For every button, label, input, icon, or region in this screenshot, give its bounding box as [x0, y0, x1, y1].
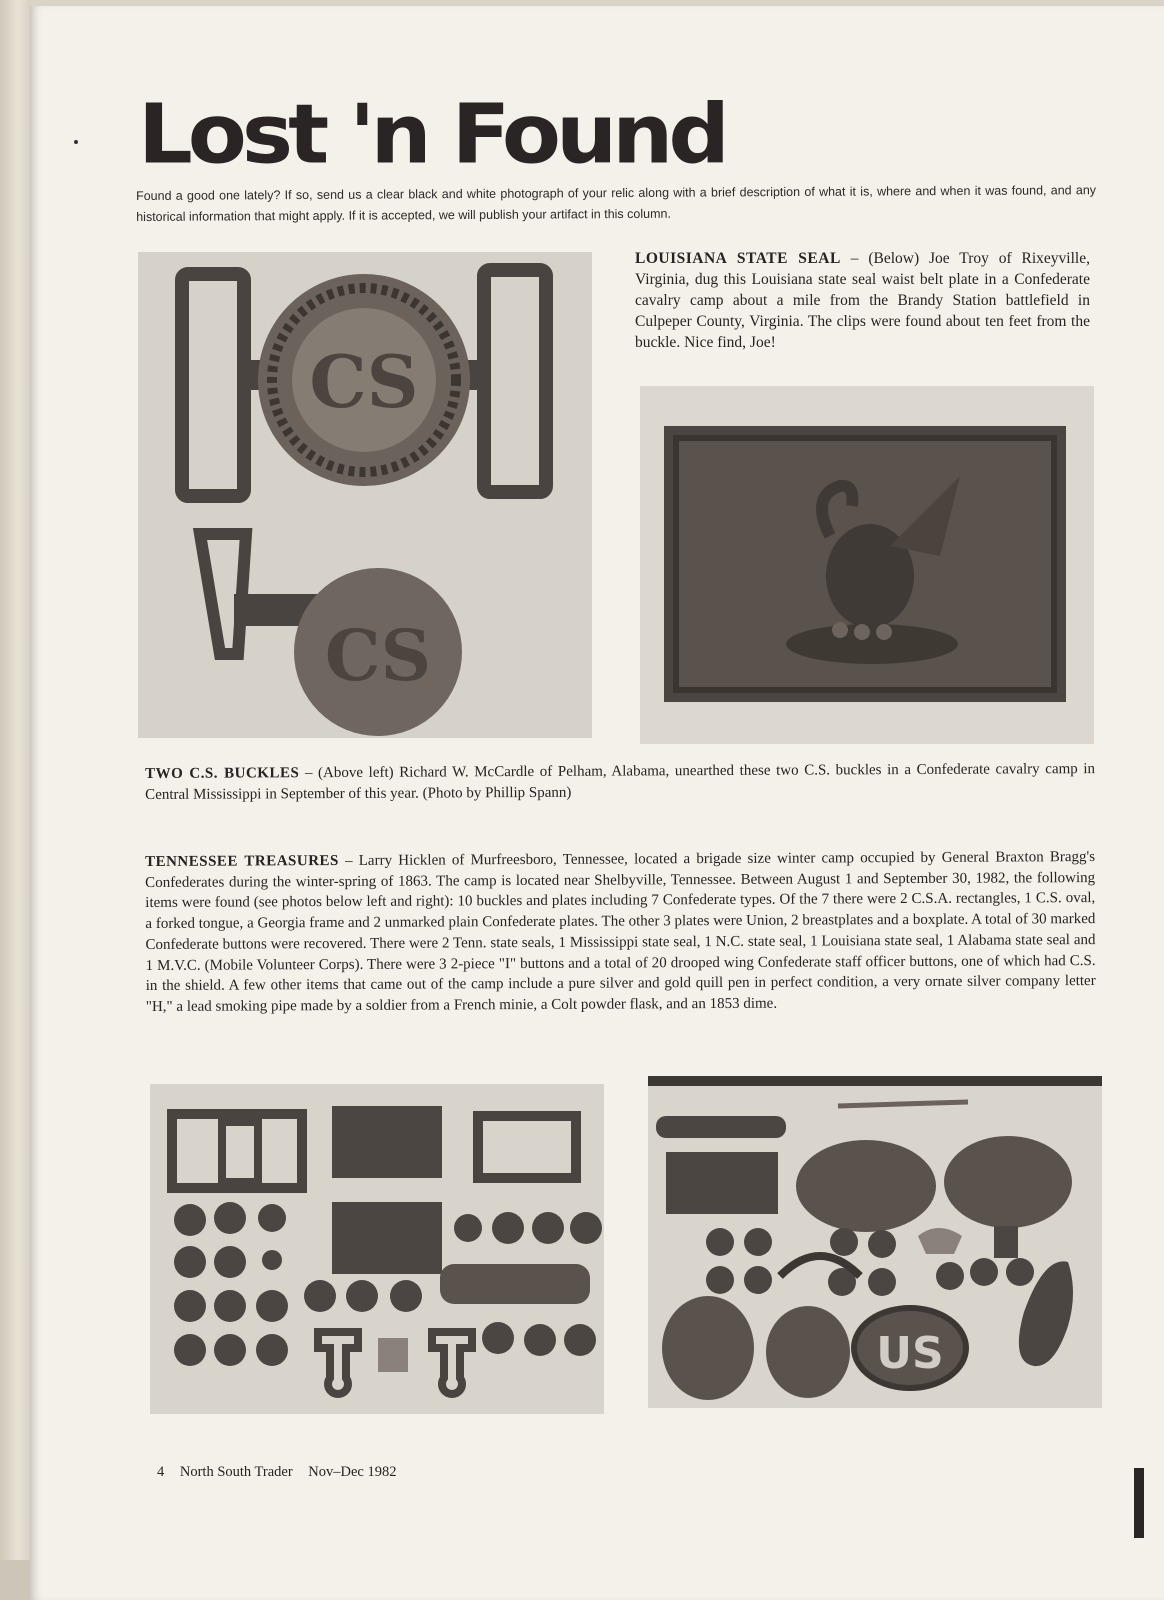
caption-heading: LOUISIANA STATE SEAL — [635, 250, 841, 267]
issue-date: Nov–Dec 1982 — [308, 1464, 397, 1480]
cs-monogram-top: CS — [309, 339, 419, 424]
caption-heading: TENNESSEE TREASURES — [145, 852, 339, 870]
intro-paragraph: Found a good one lately? If so, send us a clear black and white photograph of your relic along with a brief description of what it is, where and when it was found, and any historical information that might apply. If it is accepted, we will publish your artifact in this column. — [136, 183, 1097, 224]
ink-speck — [74, 140, 78, 144]
caption-two-cs-buckles — [145, 759, 1095, 806]
caption-body: – Larry Hicklen of Murfreesboro, Tennessee, located a brigade size winter camp occupied by General Braxton Bragg's Confederates during the winter-spring of 1863. The camp is located near Shelbyville, Tennessee. Between August 1 and September 30, 1982, the following items were found (see photos below left and right): 10 buckles and plates including 7 Confederate types. Of the 7 there were 2 C.S.A. rectangles, 1 C.S. oval, a forked tongue, a Georgia frame and 2 unmarked plain Confederate plates. The other 3 plates were Union, 2 breastplates and a boxplate. A total of 30 marked Confederate buttons were recovered. There were 2 Tenn. state seals, 1 Mississippi state seal, 1 N.C. state seal, 1 Louisiana state seal, 1 Alabama state seal and 1 M.V.C. (Mobile Volunteer Corps). There were 3 2-piece "I" buttons and a total of 20 drooped wing Confederate staff officer buttons, one of which had C.S. in the shield. A few other items that came out of the camp include a pure silver and gold quill pen in perfect condition, a very ornate silver company letter "H," a lead smoking pipe made by a soldier from a French minie, a Colt powder flask, and an 1853 dime. — [145, 849, 1096, 1015]
caption-heading: TWO C.S. BUCKLES — [145, 765, 300, 782]
cs-monogram-bottom: CS — [324, 614, 432, 697]
caption-body: – (Above left) Richard W. McCardle of Pelham, Alabama, unearthed these two C.S. buckles in a Confederate cavalry camp in Central Mississippi in September of this year. (Photo by Phillip Spann) — [145, 761, 1096, 803]
page-number: 4 — [157, 1464, 165, 1480]
us-plate-lettering: US — [876, 1328, 944, 1379]
caption-tennessee-treasures — [145, 847, 1096, 1018]
caption-louisiana-seal — [635, 248, 1090, 353]
binding-edge — [0, 0, 30, 1600]
scan-shadow — [1134, 1468, 1144, 1538]
column-title: Lost 'n Found — [138, 87, 725, 183]
photo-two-cs-buckles — [138, 252, 592, 738]
photo-louisiana-seal-plate — [640, 386, 1094, 744]
publication-name: North South Trader — [179, 1464, 293, 1480]
caption-body: – (Below) Joe Troy of Rixeyville, Virginia, dug this Louisiana state seal waist belt plate in a Confederate cavalry camp about a mile from the Brandy Station battlefield in Culpeper County, Virginia. The clips were found about ten feet from the buckle. Nice find, Joe! — [635, 250, 1090, 351]
photo-tennessee-right — [648, 1076, 1102, 1408]
photo-tennessee-left — [150, 1084, 604, 1414]
page-footer — [157, 1464, 409, 1481]
